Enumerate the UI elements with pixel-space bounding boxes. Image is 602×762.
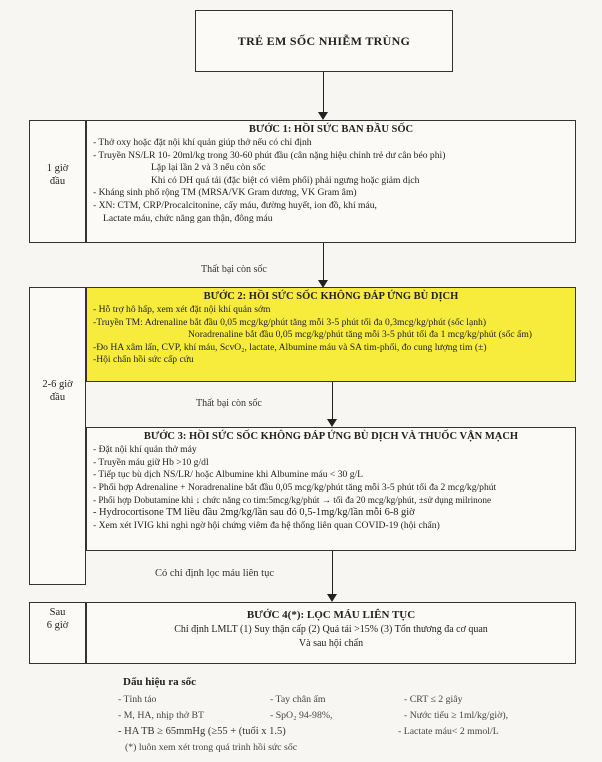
- step3-line: - Xem xét IVIG khi nghi ngờ hội chứng viêm đa hệ thống liên quan COVID-19 (hội chẩn): [93, 519, 440, 531]
- step2-line: - Hỗ trợ hô hấp, xem xét đặt nội khí quản sớm: [93, 304, 271, 315]
- arrowhead-step3: [327, 419, 337, 427]
- transition-label-1: Thất bại còn sốc: [201, 264, 267, 275]
- signs-title: Dấu hiệu ra sốc: [123, 676, 197, 688]
- diagram-title: TRẺ EM SỐC NHIỄM TRÙNG: [237, 33, 411, 48]
- step1-line: - Truyền NS/LR 10- 20ml/kg trong 30-60 phút đầu (cân nặng hiệu chỉnh trẻ dư cân béo phì): [93, 149, 446, 161]
- step2-line: -Hội chẩn hồi sức cấp cứu: [93, 354, 194, 366]
- time-column-2: [29, 287, 86, 585]
- step2-box: [86, 287, 576, 382]
- sign-item: - Nước tiểu ≥ 1ml/kg/giờ),: [404, 710, 509, 721]
- time-label-1: 1 giờ đầu: [46, 163, 69, 187]
- step2-title: BƯỚC 2: HỒI SỨC SỐC KHÔNG ĐÁP ỨNG BÙ DỊCH: [203, 291, 459, 302]
- connector-step3-step4: [332, 551, 333, 597]
- step1-line: Khi có DH quá tải (đặc biệt có viêm phổi) phải ngưng hoặc giảm dịch: [151, 174, 420, 186]
- sign-item: - Lactate máu< 2 mmol/L: [398, 726, 499, 737]
- connector-title-step1: [323, 72, 324, 114]
- step4-line: Và sau hội chẩn: [298, 638, 364, 649]
- footnote: (*) luôn xem xét trong quá trình hồi sức sốc: [125, 742, 298, 753]
- sign-item: - Tay chân ấm: [270, 694, 326, 705]
- sign-item: - HA TB ≥ 65mmHg (≥55 + (tuổi x 1.5): [118, 726, 286, 737]
- step3-line: - Phối hợp Dobutamine khi ↓ chức năng co tim:5mcg/kg/phút → tối đa 20 mcg/kg/phút, ±sử dụng milrinone: [93, 495, 492, 506]
- step3-box: [86, 427, 576, 551]
- step4-title: BƯỚC 4(*): LỌC MÁU LIÊN TỤC: [246, 609, 416, 621]
- step3-line: - Truyền máu giữ Hb >10 g/dl: [93, 456, 209, 468]
- step4-line: Chỉ định LMLT (1) Suy thận cấp (2) Quá tải >15% (3) Tổn thương đa cơ quan: [174, 624, 488, 635]
- title-box: [195, 10, 453, 72]
- sign-item: - SpO₂ 94-98%,: [270, 710, 333, 721]
- connector-step2-step3: [332, 382, 333, 422]
- time-label-3: Sau 6 giờ: [46, 607, 69, 631]
- step1-title: BƯỚC 1: HỒI SỨC BAN ĐẦU SỐC: [248, 124, 414, 135]
- step3-line: - Tiếp tục bù dịch NS/LR/ hoặc Albumine khi Albumine máu < 30 g/L: [93, 469, 364, 481]
- arrowhead-step4: [327, 594, 337, 602]
- step3-line: - Phối hợp Adrenaline + Noradrenaline bắt đầu 0,05 mcg/kg/phút tăng mỗi 3-5 phút tối đa 2 mcg/kg/phút: [93, 481, 497, 493]
- step2-line: Noradrenaline bắt đầu 0,05 mcg/kg/phút tăng mỗi 3-5 phút tối đa 1 mcg/kg/phút (sốc ấm): [188, 329, 532, 341]
- step3-line: - Đặt nội khí quản thở máy: [93, 444, 197, 455]
- step3-line: - Hydrocortisone TM liều đầu 2mg/kg/lần sau đó 0,5-1mg/kg/lần mỗi 6-8 giờ: [93, 506, 415, 518]
- step1-box: [86, 120, 576, 243]
- arrowhead-step1: [318, 112, 328, 120]
- transition-label-3: Có chỉ định lọc máu liên tục: [155, 568, 274, 579]
- step1-line: - Thở oxy hoặc đặt nội khí quản giúp thở nếu có chỉ định: [93, 137, 312, 148]
- step2-line: -Đo HA xâm lấn, CVP, khí máu, ScvO₂, lactate, Albumine máu và SA tim-phổi, đo cung lượng tim (±): [93, 341, 487, 353]
- step1-line: - Kháng sinh phổ rộng TM (MRSA/VK Gram dương, VK Gram âm): [93, 187, 357, 199]
- step1-line: Lactate máu, chức năng gan thận, đông máu: [103, 212, 273, 224]
- sign-item: - M, HA, nhịp thở BT: [118, 710, 205, 721]
- step2-line: -Truyền TM: Adrenaline bắt đầu 0,05 mcg/kg/phút tăng mỗi 3-5 phút tối đa 0,3mcg/kg/phút (sốc lạnh): [93, 316, 487, 328]
- sign-item: - Tỉnh táo: [118, 694, 157, 705]
- time-label-2: 2-6 giờ đầu: [42, 379, 73, 403]
- step3-title: BƯỚC 3: HỒI SỨC SỐC KHÔNG ĐÁP ỨNG BÙ DỊCH VÀ THUỐC VẬN MẠCH: [143, 431, 519, 442]
- step4-box: [86, 602, 576, 664]
- connector-step1-step2: [323, 243, 324, 283]
- step1-line: Lặp lại lần 2 và 3 nếu còn sốc: [151, 162, 266, 174]
- sign-item: - CRT ≤ 2 giây: [404, 694, 463, 705]
- transition-label-2: Thất bại còn sốc: [196, 398, 262, 409]
- step1-line: - XN: CTM, CRP/Procalcitonine, cấy máu, đường huyết, ion đồ, khí máu,: [93, 199, 377, 211]
